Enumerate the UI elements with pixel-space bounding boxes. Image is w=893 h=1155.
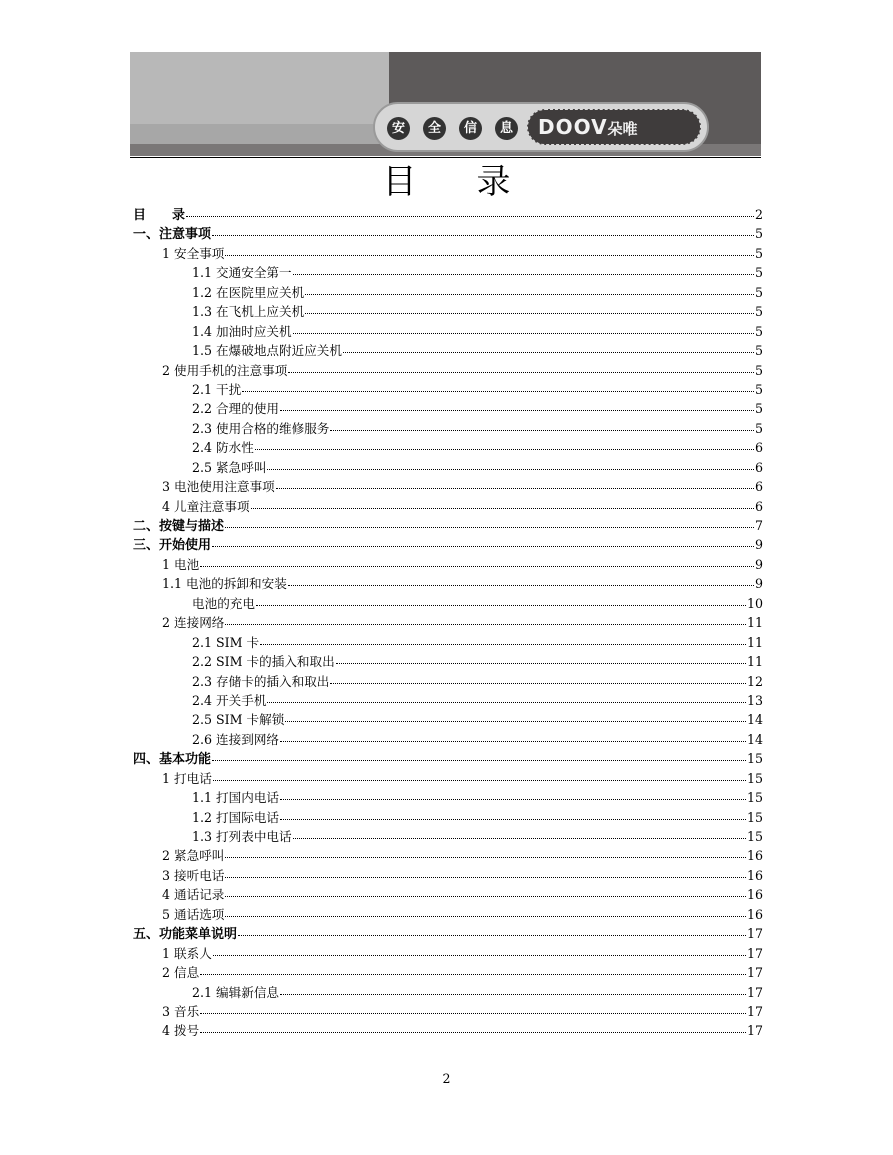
toc-entry-page: 5	[754, 226, 763, 242]
toc-entry-page: 16	[746, 906, 763, 922]
toc-leader-dots	[213, 955, 746, 956]
toc-entry[interactable]	[133, 497, 763, 516]
toc-entry-label: 2.1 SIM 卡	[192, 634, 260, 650]
toc-entry-page: 15	[746, 751, 763, 767]
toc-entry-page: 7	[754, 518, 763, 533]
toc-entry-label: 2.6 连接到网络	[192, 731, 280, 747]
toc-leader-dots	[200, 1032, 746, 1033]
toc-entry[interactable]	[133, 302, 763, 321]
toc-entry-label: 1.4 加油时应关机	[192, 323, 292, 339]
toc-entry-label: 1.5 在爆破地点附近应关机	[192, 343, 342, 359]
toc-leader-dots	[200, 566, 754, 567]
toc-entry-page: 5	[754, 343, 763, 359]
toc-entry-page: 15	[746, 790, 763, 806]
toc-entry-label: 1.1 打国内电话	[192, 790, 280, 806]
toc-leader-dots	[212, 546, 754, 547]
page-title: 目录	[382, 162, 571, 202]
toc-entry[interactable]	[133, 361, 763, 380]
toc-entry[interactable]	[133, 691, 763, 710]
toc-entry-page: 5	[754, 381, 763, 397]
toc-leader-dots	[225, 857, 746, 858]
toc-entry[interactable]	[133, 613, 763, 632]
logo-chinese: 朵唯	[607, 120, 638, 138]
toc-entry[interactable]	[133, 652, 763, 671]
safety-info-badge	[373, 102, 709, 152]
toc-entry[interactable]	[133, 808, 763, 827]
toc-entry[interactable]	[133, 885, 763, 904]
toc-entry[interactable]	[133, 866, 763, 885]
toc-leader-dots	[213, 780, 746, 781]
toc-entry-label: 2.4 防水性	[192, 440, 254, 456]
toc-entry-label: 2.3 存储卡的插入和取出	[192, 673, 330, 689]
toc-entry-page: 15	[746, 809, 763, 825]
toc-entry-label: 4 拨号	[162, 1023, 200, 1039]
toc-entry[interactable]	[133, 846, 763, 865]
toc-leader-dots	[225, 527, 754, 528]
toc-leader-dots	[225, 255, 754, 256]
toc-entry[interactable]	[133, 399, 763, 418]
toc-entry-label: 3 电池使用注意事项	[162, 479, 275, 495]
logo-latin: DOOV	[538, 115, 608, 139]
toc-entry-page: 14	[746, 731, 763, 747]
toc-entry-label: 1.2 在医院里应关机	[192, 284, 305, 300]
header-banner	[130, 52, 761, 156]
toc-entry-label: 3 音乐	[162, 1003, 200, 1019]
toc-entry[interactable]	[133, 672, 763, 691]
toc-entry[interactable]	[133, 263, 763, 282]
badge-char-2: 全	[423, 117, 446, 140]
toc-entry-page: 9	[754, 537, 763, 553]
toc-entry[interactable]	[133, 477, 763, 496]
toc-entry-label: 1.1 电池的拆卸和安装	[162, 576, 287, 592]
toc-entry-page: 16	[746, 867, 763, 883]
toc-leader-dots	[200, 1013, 746, 1014]
toc-entry[interactable]	[133, 574, 763, 593]
toc-leader-dots	[343, 352, 754, 353]
toc-entry-label: 目 录	[133, 208, 186, 223]
toc-entry-label: 2.5 紧急呼叫	[192, 459, 267, 475]
toc-entry[interactable]	[133, 944, 763, 963]
toc-leader-dots	[251, 508, 754, 509]
toc-entry-label: 二、按键与描述	[133, 519, 225, 534]
toc-entry[interactable]	[133, 555, 763, 574]
table-of-contents	[133, 205, 763, 1041]
toc-entry[interactable]	[133, 535, 763, 554]
toc-entry-page: 5	[754, 401, 763, 417]
toc-leader-dots	[267, 702, 746, 703]
toc-entry[interactable]	[133, 788, 763, 807]
toc-leader-dots	[288, 372, 754, 373]
toc-leader-dots	[305, 294, 754, 295]
toc-leader-dots	[212, 760, 746, 761]
toc-entry-page: 17	[746, 945, 763, 961]
toc-entry-label: 4 通话记录	[162, 887, 225, 903]
brand-logo	[527, 109, 701, 145]
toc-entry[interactable]	[133, 983, 763, 1002]
toc-entry[interactable]	[133, 244, 763, 263]
toc-entry-page: 11	[746, 615, 763, 631]
toc-entry[interactable]	[133, 322, 763, 341]
toc-entry-label: 四、基本功能	[133, 752, 212, 768]
badge-char-1: 安	[387, 117, 410, 140]
toc-entry[interactable]	[133, 283, 763, 302]
toc-entry-page: 12	[746, 673, 763, 689]
toc-entry-page: 6	[754, 459, 763, 475]
toc-leader-dots	[280, 819, 746, 820]
toc-entry-page: 2	[754, 207, 763, 222]
toc-entry-page: 5	[754, 265, 763, 281]
toc-entry-label: 一、注意事项	[133, 227, 212, 243]
toc-entry-label: 1 联系人	[162, 945, 212, 961]
brand-logo-text	[538, 115, 638, 139]
toc-entry-label: 5 通话选项	[162, 906, 225, 922]
toc-entry[interactable]	[133, 710, 763, 729]
toc-leader-dots	[186, 216, 754, 217]
toc-entry-page: 17	[746, 1003, 763, 1019]
toc-leader-dots	[276, 488, 754, 489]
toc-entry[interactable]	[133, 205, 763, 224]
toc-entry-label: 1 打电话	[162, 770, 212, 786]
toc-entry-page: 15	[746, 770, 763, 786]
toc-entry-page: 5	[754, 323, 763, 339]
toc-entry-page: 9	[754, 576, 763, 592]
toc-entry-label: 2.2 SIM 卡的插入和取出	[192, 654, 335, 670]
toc-entry-label: 4 儿童注意事项	[162, 498, 250, 514]
toc-entry[interactable]	[133, 224, 763, 243]
toc-entry[interactable]	[133, 633, 763, 652]
badge-char-3: 信	[459, 117, 482, 140]
toc-entry-label: 2.2 合理的使用	[192, 401, 280, 417]
toc-entry-label: 1.3 打列表中电话	[192, 829, 292, 844]
toc-leader-dots	[256, 605, 746, 606]
toc-leader-dots	[225, 877, 746, 878]
toc-entry-label: 2 信息	[162, 965, 200, 981]
toc-entry[interactable]	[133, 341, 763, 360]
toc-leader-dots	[255, 449, 754, 450]
toc-entry-page: 17	[746, 965, 763, 981]
toc-entry-page: 15	[746, 829, 763, 844]
toc-entry[interactable]	[133, 730, 763, 749]
toc-leader-dots	[280, 410, 754, 411]
toc-leader-dots	[242, 391, 754, 392]
toc-entry-label: 3 接听电话	[162, 867, 225, 883]
toc-entry-page: 5	[754, 245, 763, 261]
toc-leader-dots	[225, 916, 746, 917]
toc-entry-label: 1.2 打国际电话	[192, 809, 280, 825]
toc-leader-dots	[330, 683, 746, 684]
toc-leader-dots	[212, 235, 754, 236]
toc-entry-label: 1.3 在飞机上应关机	[192, 304, 305, 320]
toc-entry[interactable]	[133, 516, 763, 535]
page-number: 2	[442, 1071, 451, 1086]
toc-entry-page: 16	[746, 848, 763, 864]
toc-entry-page: 6	[754, 479, 763, 495]
toc-entry-page: 13	[746, 692, 763, 708]
toc-leader-dots	[293, 838, 746, 839]
toc-entry-page: 10	[746, 595, 763, 611]
toc-leader-dots	[336, 663, 746, 664]
toc-entry[interactable]	[133, 905, 763, 924]
toc-entry-page: 9	[754, 556, 763, 572]
toc-entry[interactable]	[133, 769, 763, 788]
toc-leader-dots	[288, 585, 754, 586]
toc-leader-dots	[225, 896, 746, 897]
toc-leader-dots	[225, 624, 746, 625]
toc-entry-page: 14	[746, 712, 763, 728]
toc-entry-page: 17	[746, 1023, 763, 1039]
toc-leader-dots	[238, 935, 746, 936]
toc-entry-page: 11	[746, 634, 763, 650]
toc-leader-dots	[293, 333, 754, 334]
toc-entry[interactable]	[133, 380, 763, 399]
toc-entry-label: 2.4 开关手机	[192, 692, 267, 708]
toc-entry-label: 1.1 交通安全第一	[192, 265, 292, 281]
toc-entry[interactable]	[133, 1002, 763, 1021]
toc-leader-dots	[260, 644, 746, 645]
toc-entry-label: 2.1 编辑新信息	[192, 984, 280, 1000]
toc-entry-label: 2 连接网络	[162, 615, 225, 631]
toc-leader-dots	[330, 430, 754, 431]
toc-entry-page: 16	[746, 887, 763, 903]
toc-entry-label: 2.1 干扰	[192, 381, 242, 397]
toc-entry-page: 5	[754, 420, 763, 436]
toc-entry-label: 2 使用手机的注意事项	[162, 362, 288, 378]
toc-entry-label: 三、开始使用	[133, 538, 212, 554]
toc-entry[interactable]	[133, 924, 763, 943]
toc-entry-page: 5	[754, 284, 763, 300]
toc-entry[interactable]	[133, 749, 763, 768]
toc-leader-dots	[267, 469, 754, 470]
toc-entry-page: 17	[746, 984, 763, 1000]
toc-entry-label: 2 紧急呼叫	[162, 848, 225, 864]
toc-leader-dots	[280, 799, 746, 800]
toc-entry-label: 1 电池	[162, 556, 200, 572]
toc-leader-dots	[280, 741, 746, 742]
toc-entry[interactable]	[133, 1021, 763, 1040]
toc-entry-page: 5	[754, 304, 763, 320]
badge-char-4: 息	[495, 117, 518, 140]
toc-entry-page: 6	[754, 498, 763, 514]
toc-entry[interactable]	[133, 458, 763, 477]
toc-leader-dots	[285, 721, 746, 722]
toc-entry[interactable]	[133, 827, 763, 846]
toc-entry-label: 2.3 使用合格的维修服务	[192, 420, 330, 436]
toc-entry-label: 1 安全事项	[162, 245, 225, 261]
toc-leader-dots	[305, 313, 754, 314]
header-rule	[130, 157, 761, 158]
toc-entry-label: 五、功能菜单说明	[133, 927, 238, 943]
toc-entry-label: 电池的充电	[192, 595, 255, 611]
toc-entry[interactable]	[133, 438, 763, 457]
toc-entry-page: 17	[746, 926, 763, 942]
toc-leader-dots	[280, 994, 746, 995]
toc-entry[interactable]	[133, 594, 763, 613]
toc-leader-dots	[293, 274, 754, 275]
toc-entry-page: 5	[754, 362, 763, 378]
toc-entry-page: 6	[754, 440, 763, 456]
toc-entry-page: 11	[746, 654, 763, 670]
toc-entry-label: 2.5 SIM 卡解锁	[192, 712, 285, 728]
toc-entry[interactable]	[133, 963, 763, 982]
toc-entry[interactable]	[133, 419, 763, 438]
toc-leader-dots	[200, 974, 746, 975]
